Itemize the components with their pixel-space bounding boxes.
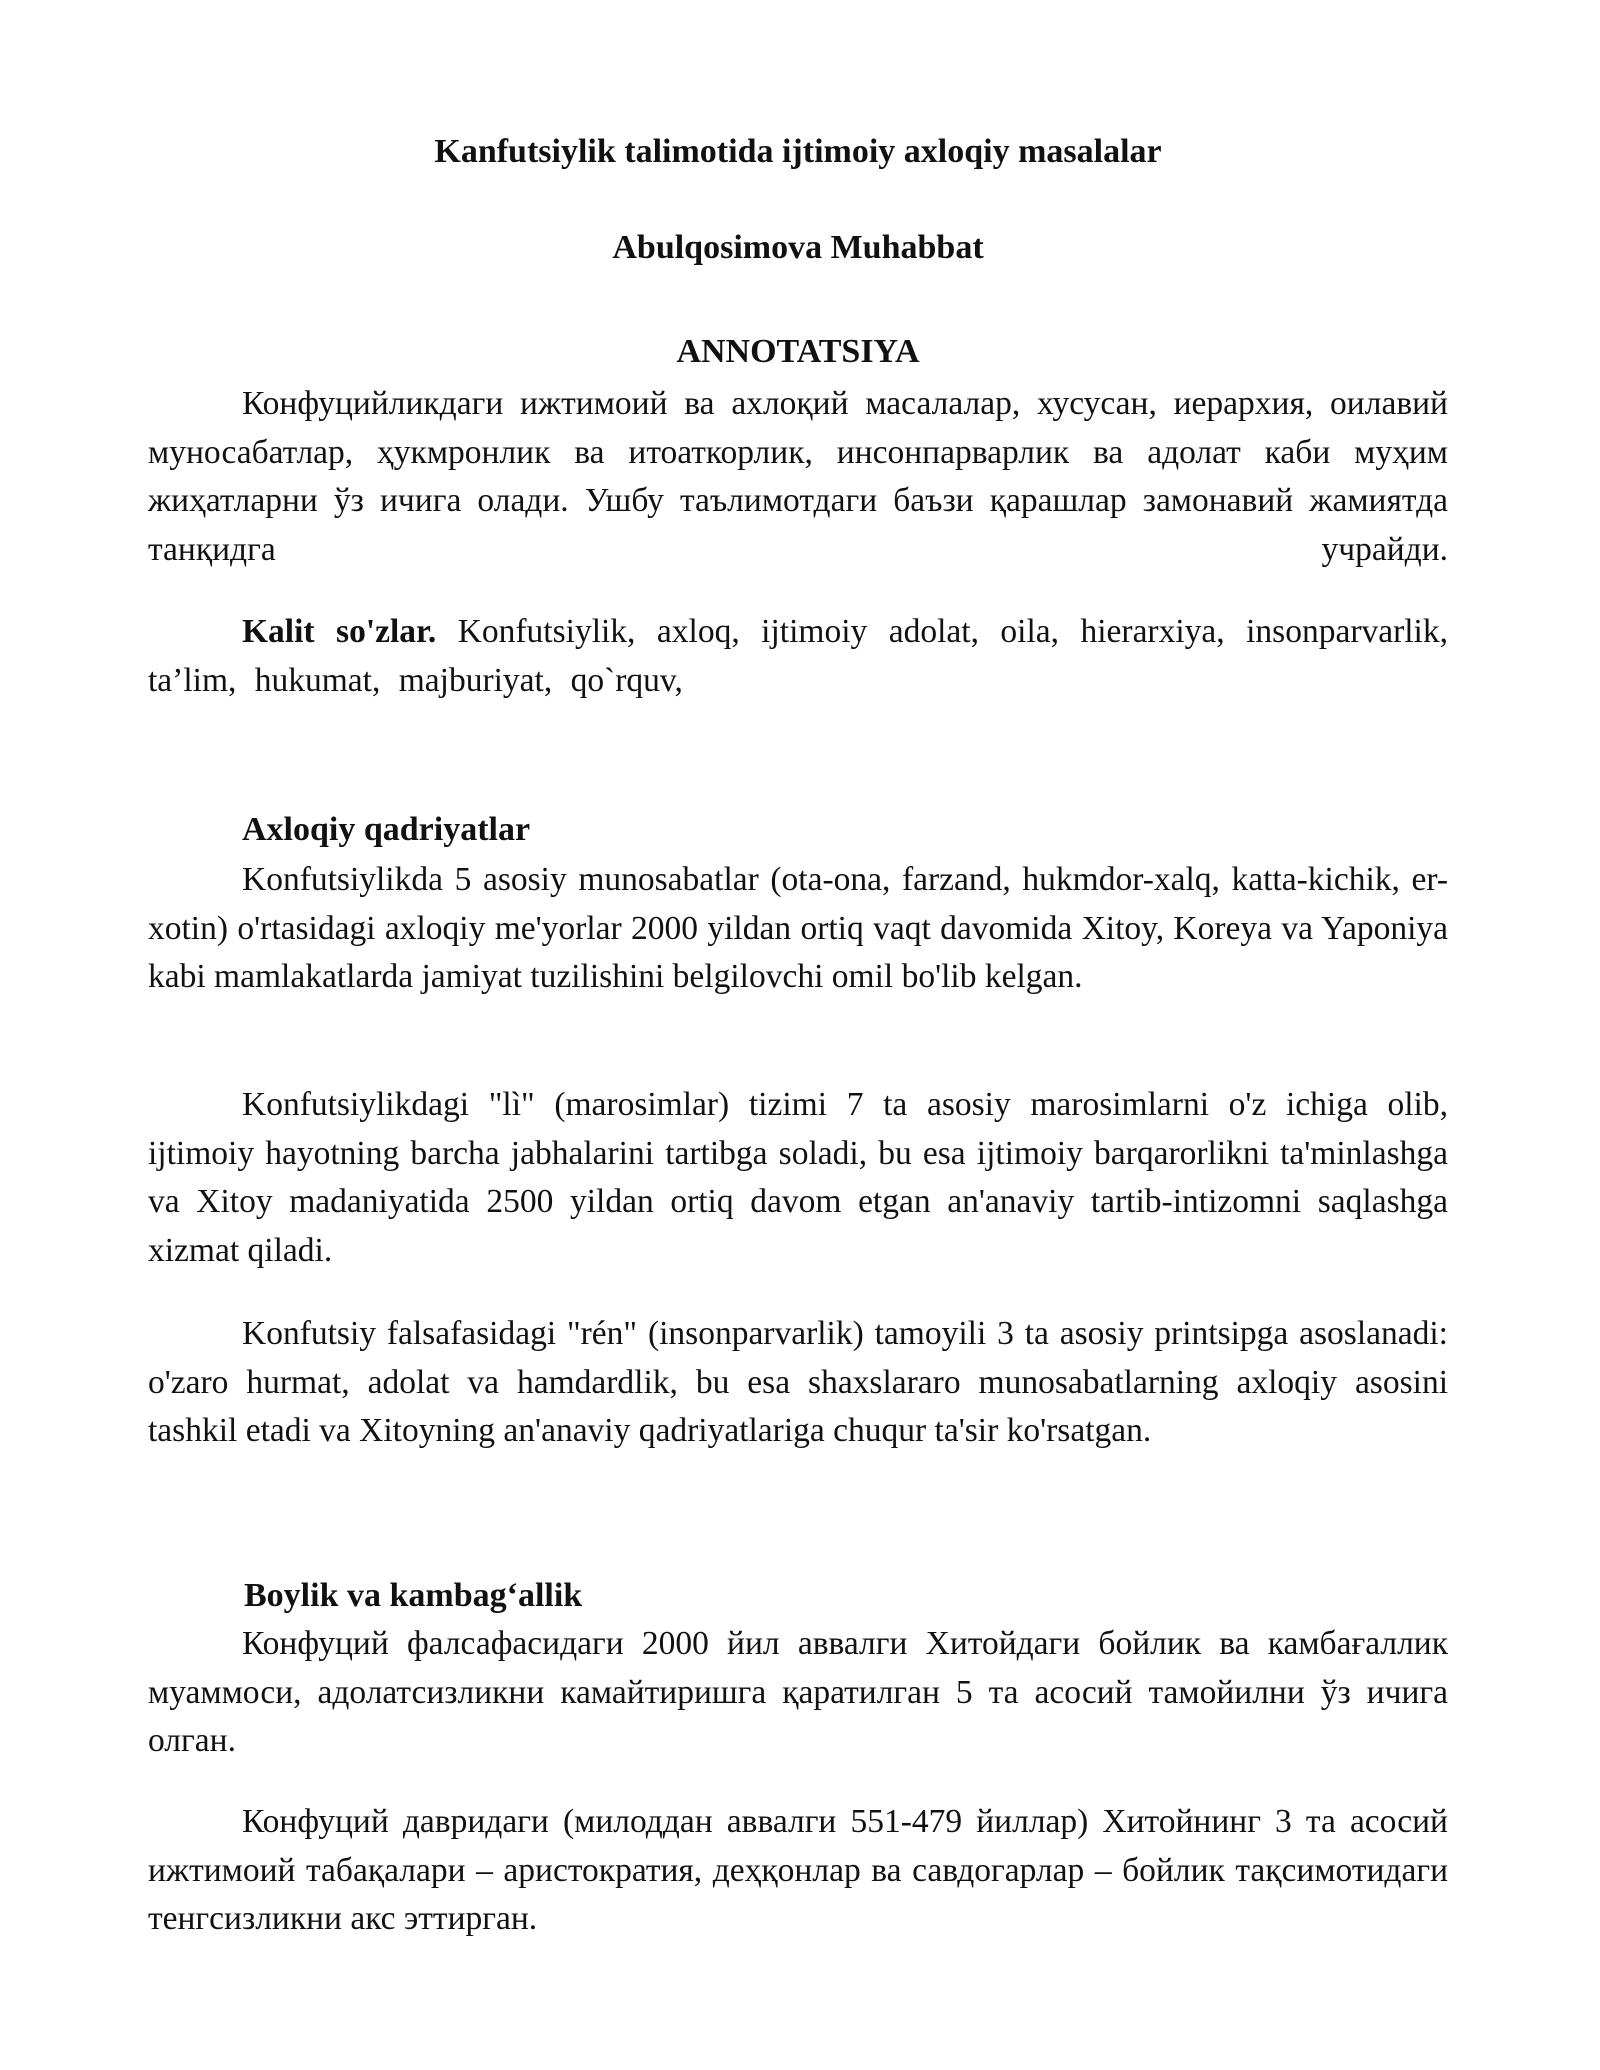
author-name: Abulqosimova Muhabbat xyxy=(612,229,984,266)
abstract-heading: ANNOTATSIYA xyxy=(676,333,920,370)
section-heading-boylik-va-kambagallik: Boylik va kambag‘allik xyxy=(244,1577,583,1614)
keywords-label: Kalit so'zlar. xyxy=(242,613,437,650)
document-title: Kanfutsiylik talimotida ijtimoiy axloqiy masalalar xyxy=(434,133,1162,170)
section-2-paragraph-1: Конфуций фалсафасидаги 2000 йил аввалги Хитойдаги бойлик ва камбағаллик муаммоси, адолатсизликни камайтиришга қаратилган 5 та асосий тамойилни ўз ичига олган. xyxy=(148,1625,1448,1759)
section-1-paragraph-3: Konfutsiy falsafasidagi "rén" (insonparvarlik) tamoyili 3 ta asosiy printsipga asoslanadi: o'zaro hurmat, adolat va hamdardlik, bu esa shaxslararo munosabatlarning axloqiy asosini tashkil etadi va Xitoyning an'anaviy qadriyatlariga chuqur ta'sir ko'rsatgan. xyxy=(148,1315,1448,1449)
keywords-paragraph xyxy=(148,608,1448,705)
section-1-paragraph-2: Konfutsiylikdagi "lì" (marosimlar) tizimi 7 ta asosiy marosimlarni o'z ichiga olib, ijtimoiy hayotning barcha jabhalarini tartibga soladi, bu esa ijtimoiy barqarorlikni ta'minlashga va Xitoy madaniyatida 2500 yildan ortiq davom etgan an'anaviy tartib-intizomni saqlashga xizmat qiladi. xyxy=(148,1086,1448,1269)
section-heading-axloqiy-qadriyatlar: Axloqiy qadriyatlar xyxy=(242,811,531,848)
section-1-paragraph-1: Konfutsiylikda 5 asosiy munosabatlar (ota-ona, farzand, hukmdor-xalq, katta-kichik, er-xotin) o'rtasidagi axloqiy me'yorlar 2000 yildan ortiq vaqt davomida Xitoy, Koreya va Yaponiya kabi mamlakatlarda jamiyat tuzilishini belgilovchi omil bo'lib kelgan. xyxy=(148,861,1448,995)
keywords-list: Konfutsiylik, axloq, ijtimoiy adolat, oila, hierarxiya, insonparvarlik, ta’lim, hukumat, majburiyat, qo`rquv, xyxy=(148,613,1448,699)
section-2-paragraph-2: Конфуций давридаги (милоддан аввалги 551-479 йиллар) Хитойнинг 3 та асосий ижтимоий табақалари – аристократия, деҳқонлар ва савдогарлар – бойлик тақсимотидаги тенгсизликни акс эттирган. xyxy=(148,1803,1448,1937)
abstract-paragraph: Конфуцийликдаги ижтимоий ва ахлоқий масалалар, хусусан, иерархия, оилавий муносабатлар, ҳукмронлик ва итоаткорлик, инсонпарварлик ва адолат каби муҳим жиҳатларни ўз ичига олади. Ушбу таълимотдаги баъзи қарашлар замонавий жамиятда танқидга учрайди. xyxy=(148,385,1448,568)
